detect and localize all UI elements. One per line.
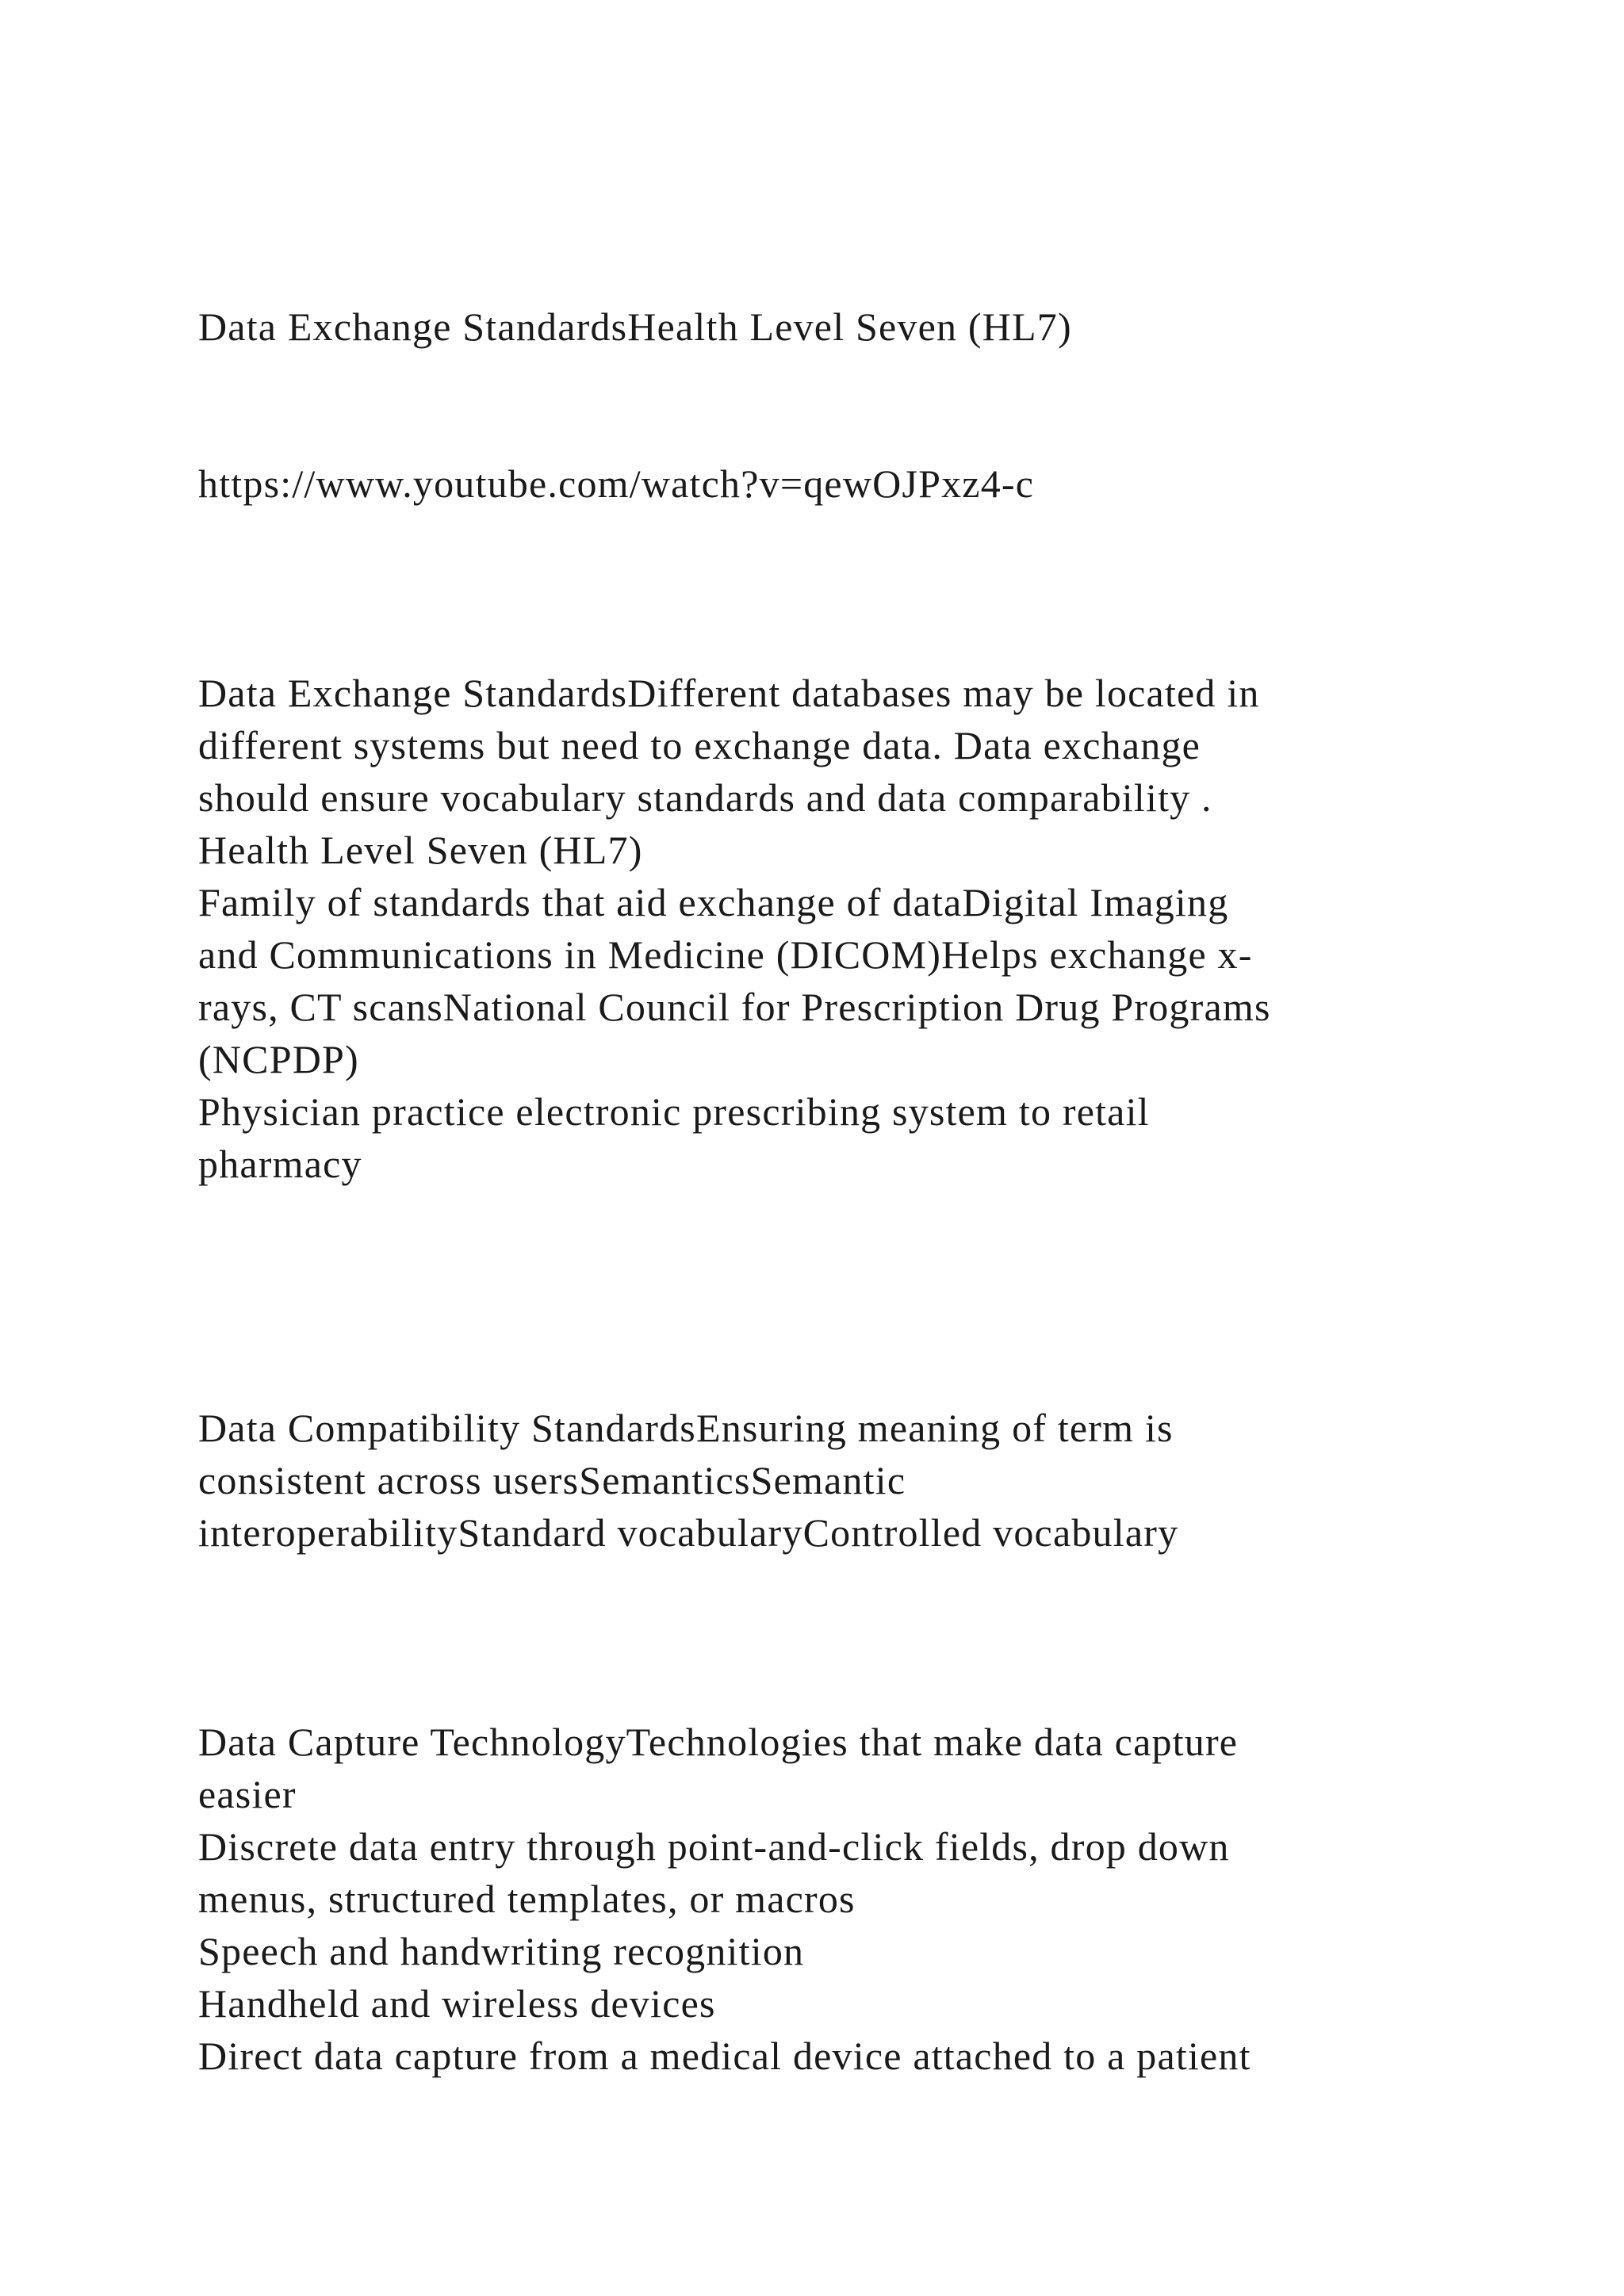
youtube-link[interactable] <box>198 457 1435 510</box>
text-line: Handheld and wireless devices <box>198 1981 716 2026</box>
text-line: Data Exchange StandardsDifferent databases may be located in <box>198 671 1260 715</box>
text-line: and Communications in Medicine (DICOM)Helps exchange x- <box>198 932 1253 977</box>
text-line: Physician practice electronic prescribing system to retail <box>198 1089 1150 1134</box>
text-line: should ensure vocabulary standards and data comparability . <box>198 775 1212 820</box>
text-line: Discrete data entry through point-and-click fields, drop down <box>198 1824 1230 1869</box>
text-line: Data Compatibility StandardsEnsuring meaning of term is <box>198 1406 1174 1450</box>
heading-hl7 <box>198 300 1435 353</box>
text-line: consistent across usersSemanticsSemantic <box>198 1458 906 1502</box>
text-line: Speech and handwriting recognition <box>198 1929 805 1973</box>
text-line: pharmacy <box>198 1142 362 1186</box>
text-line: Data Exchange StandardsHealth Level Seven (HL7) <box>198 304 1072 349</box>
text-line: easier <box>198 1772 297 1816</box>
text-line: menus, structured templates, or macros <box>198 1877 856 1921</box>
paragraph-data-compatibility <box>198 1402 1435 1559</box>
text-line: Data Capture TechnologyTechnologies that make data capture <box>198 1720 1239 1764</box>
text-line: Family of standards that aid exchange of dataDigital Imaging <box>198 880 1229 924</box>
text-line: Health Level Seven (HL7) <box>198 828 643 872</box>
paragraph-data-capture <box>198 1716 1435 2082</box>
paragraph-data-exchange <box>198 667 1435 1190</box>
text-line: Direct data capture from a medical device attached to a patient <box>198 2034 1251 2078</box>
text-line: (NCPDP) <box>198 1037 359 1081</box>
link-text[interactable]: https://www.youtube.com/watch?v=qewOJPxz4-c <box>198 461 1035 506</box>
text-line: different systems but need to exchange data. Data exchange <box>198 723 1201 767</box>
text-line: rays, CT scansNational Council for Prescription Drug Programs <box>198 985 1271 1029</box>
text-line: interoperabilityStandard vocabularyControlled vocabulary <box>198 1510 1179 1555</box>
